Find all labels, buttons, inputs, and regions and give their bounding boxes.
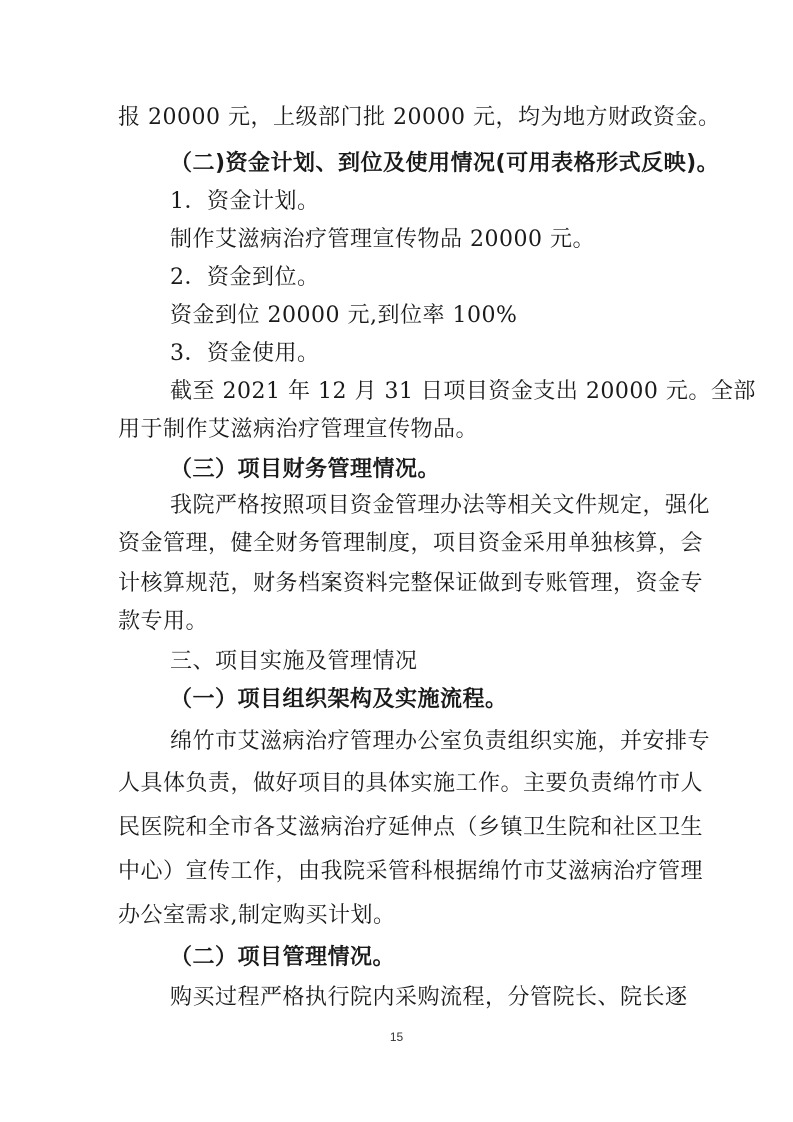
section-heading: （三）项目财务管理情况。 <box>170 457 441 482</box>
body-text-line: 截至 2021 年 12 月 31 日项目资金支出 20000 元。全部 <box>170 379 756 404</box>
body-text-line: 人具体负责，做好项目的具体实施工作。主要负责绵竹市人 <box>118 771 704 796</box>
body-text-line: 制作艾滋病治疗管理宣传物品 20000 元。 <box>170 227 595 252</box>
body-text-line: 资金到位 20000 元,到位率 100% <box>170 303 518 328</box>
body-text-line: 报 20000 元，上级部门批 20000 元，均为地方财政资金。 <box>118 105 721 130</box>
page-number: 15 <box>389 1030 404 1044</box>
body-text-line: 购买过程严格执行院内采购流程，分管院长、院长逐 <box>170 985 688 1010</box>
body-text-line: 我院严格按照项目资金管理办法等相关文件规定，强化 <box>170 493 711 518</box>
subheading: 3．资金使用。 <box>170 341 320 366</box>
section-heading: （二）项目管理情况。 <box>170 945 396 970</box>
body-text-line: 款专用。 <box>118 609 209 634</box>
subheading: 1．资金计划。 <box>170 189 320 214</box>
body-text-line: 绵竹市艾滋病治疗管理办公室负责组织实施，并安排专 <box>170 729 711 754</box>
body-text-line: 用于制作艾滋病治疗管理宣传物品。 <box>118 417 479 442</box>
body-text-line: 中心）宣传工作，由我院采管科根据绵竹市艾滋病治疗管理 <box>118 859 704 884</box>
body-text-line: 办公室需求,制定购买计划。 <box>118 903 396 928</box>
body-text-line: 资金管理，健全财务管理制度，项目资金采用单独核算，会 <box>118 531 704 556</box>
body-text-line: 民医院和全市各艾滋病治疗延伸点（乡镇卫生院和社区卫生 <box>118 815 704 840</box>
section-heading: （二)资金计划、到位及使用情况(可用表格形式反映)。 <box>170 151 720 176</box>
subheading: 2．资金到位。 <box>170 265 320 290</box>
chapter-heading: 三、项目实施及管理情况 <box>170 649 418 674</box>
body-text-line: 计核算规范，财务档案资料完整保证做到专账管理，资金专 <box>118 571 704 596</box>
section-heading: （一）项目组织架构及实施流程。 <box>170 687 508 712</box>
